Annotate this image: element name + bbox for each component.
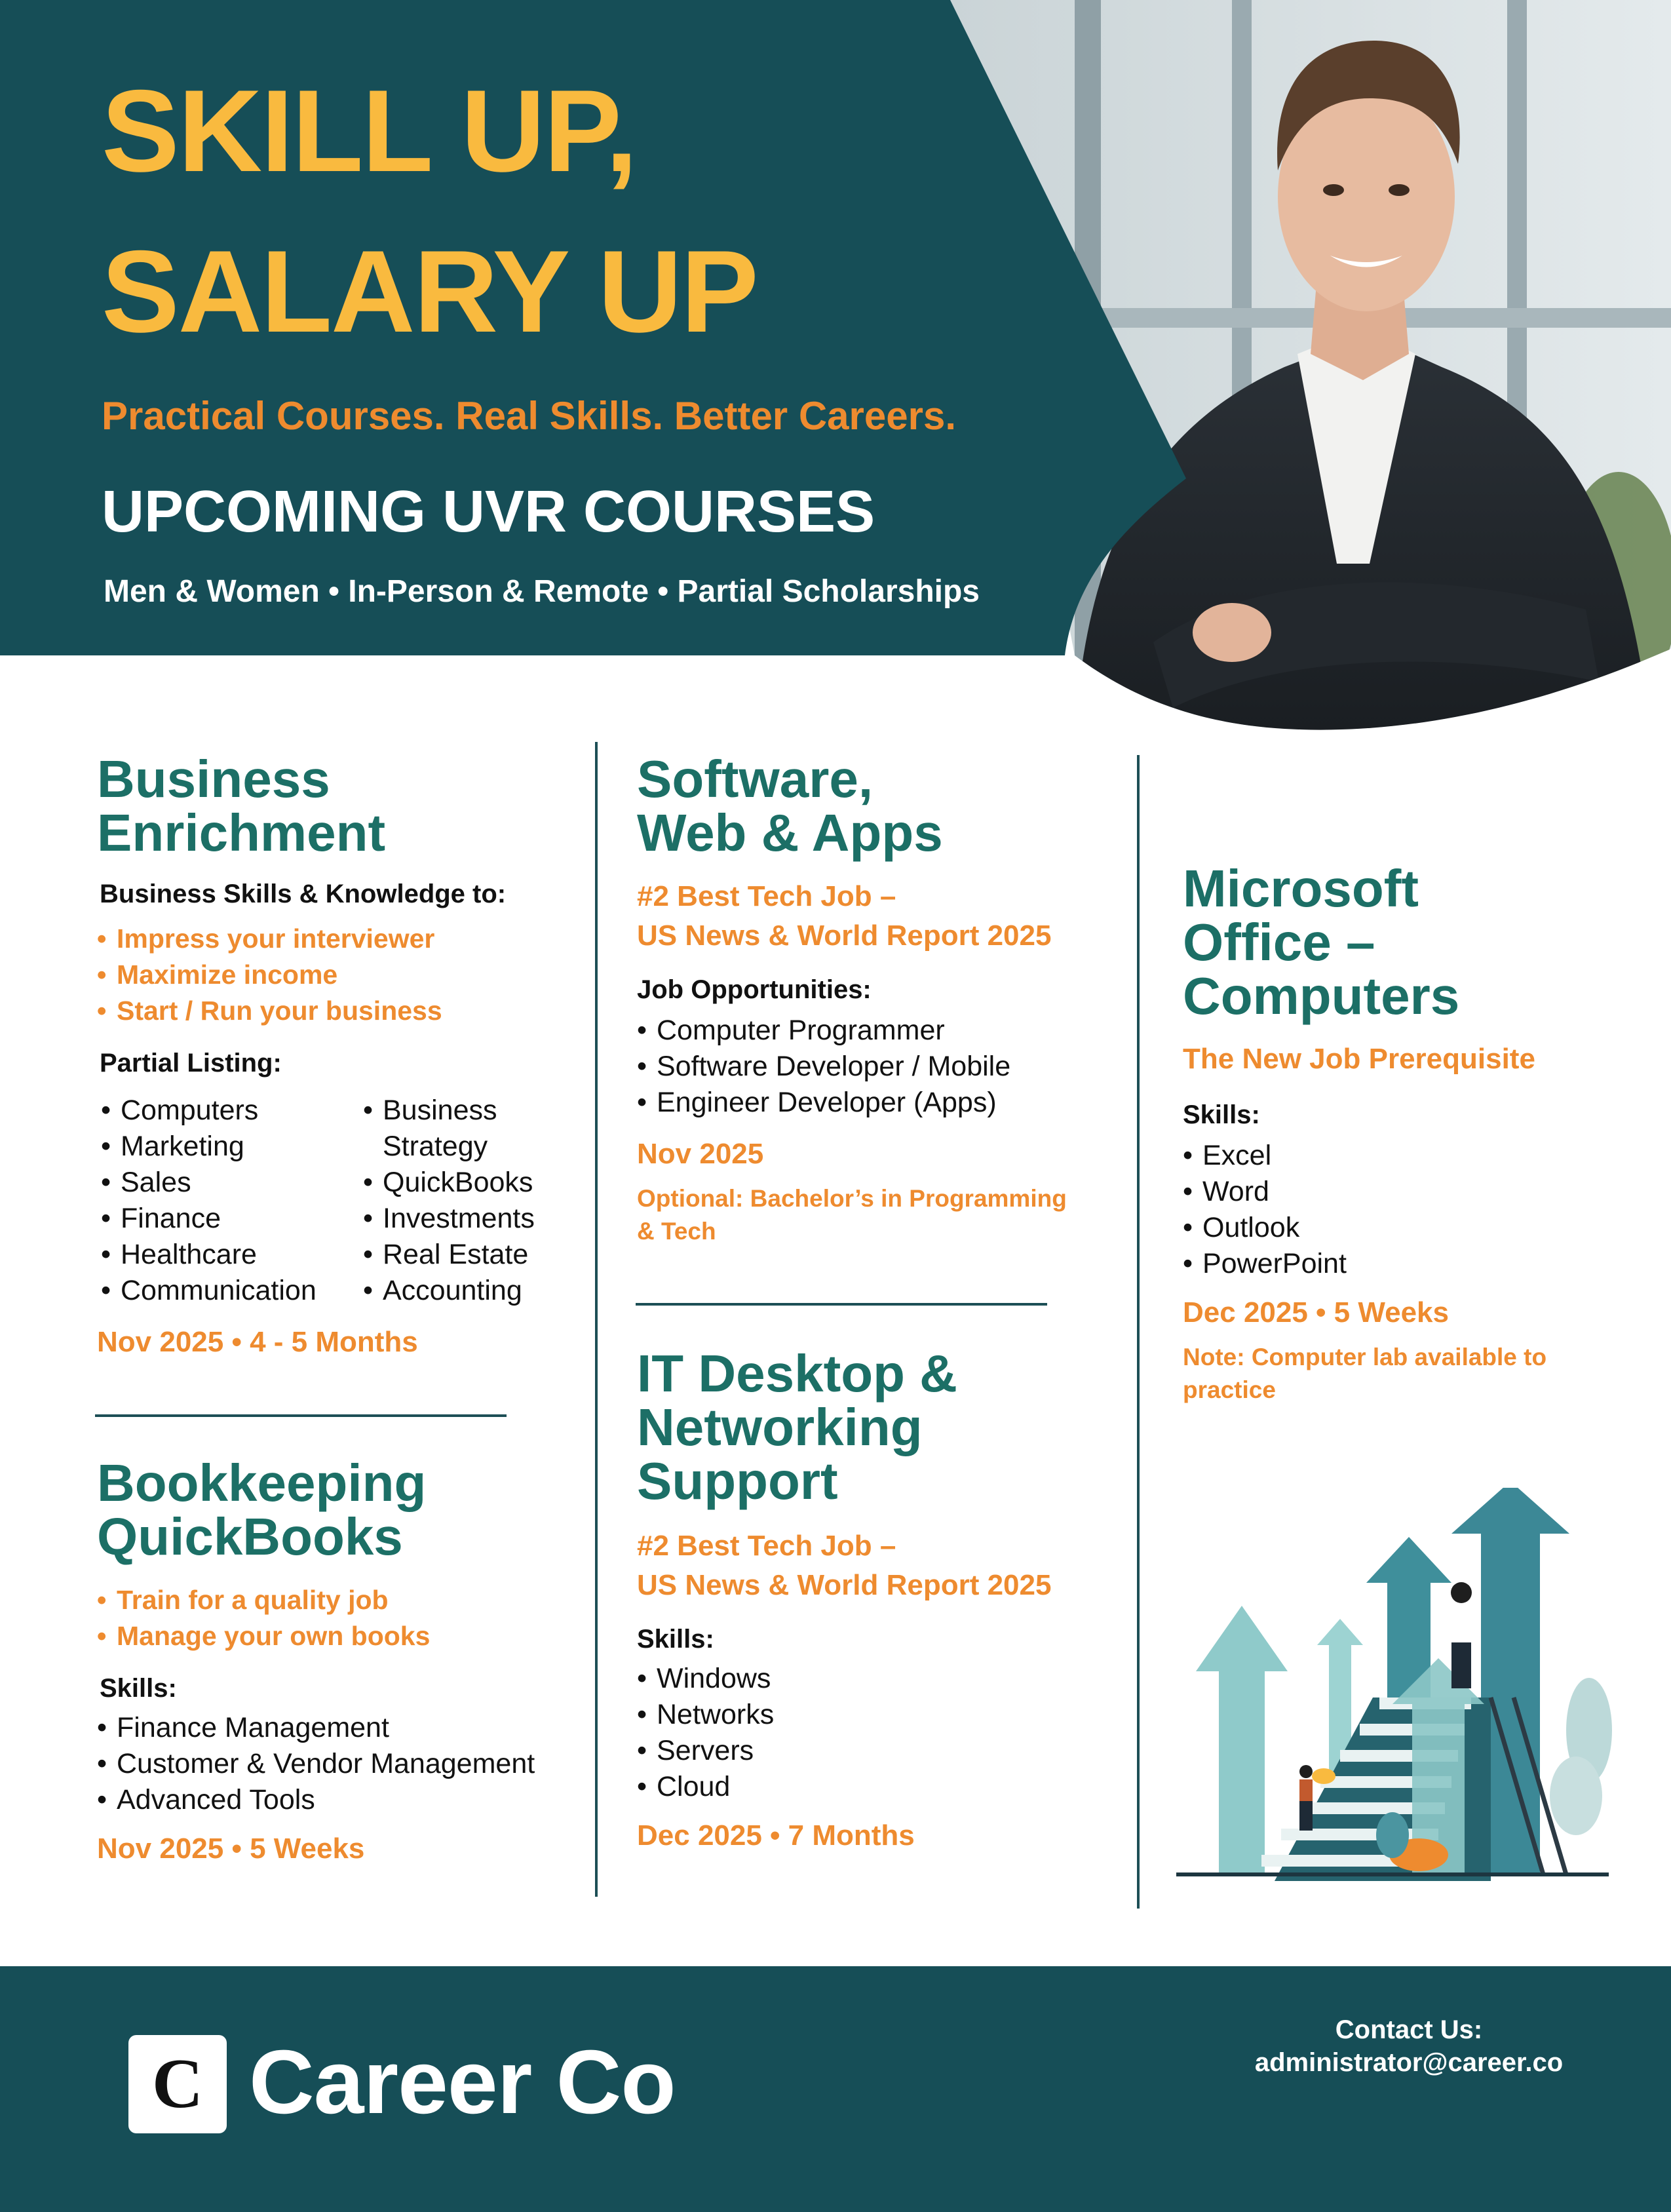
section-title bbox=[637, 752, 1122, 860]
intro-label: Business Skills & Knowledge to: bbox=[100, 880, 507, 908]
section-title-line: Business bbox=[97, 750, 330, 808]
list-item: • Impress your interviewer bbox=[97, 921, 569, 957]
list-item: • Computers bbox=[101, 1093, 363, 1129]
listing-column bbox=[101, 1093, 363, 1309]
section-title-line: IT Desktop & bbox=[637, 1344, 957, 1403]
section-title-line: Networking bbox=[637, 1398, 923, 1456]
section-title bbox=[97, 752, 569, 860]
list-item: • Customer & Vendor Management bbox=[97, 1746, 582, 1782]
list-item: • Real Estate bbox=[363, 1237, 535, 1273]
divider bbox=[636, 1303, 1047, 1306]
course-format-subline: Men & Women • In-Person & Remote • Partial Scholarships bbox=[104, 574, 980, 609]
list-item: • QuickBooks bbox=[363, 1165, 535, 1201]
ranking-line: US News & World Report 2025 bbox=[637, 1569, 1052, 1601]
list-item: • Start / Run your business bbox=[97, 993, 569, 1029]
upcoming-courses-heading: UPCOMING UVR COURSES bbox=[102, 479, 875, 545]
list-item: • Sales bbox=[101, 1165, 363, 1201]
column-divider bbox=[595, 742, 598, 1897]
list-item: • Manage your own books bbox=[97, 1618, 582, 1654]
logo-letter: C bbox=[152, 2045, 203, 2123]
section-title bbox=[637, 1344, 1122, 1510]
list-item: • Engineer Developer (Apps) bbox=[637, 1085, 1122, 1121]
list-item: • Networks bbox=[637, 1697, 1122, 1733]
listing-column bbox=[363, 1093, 535, 1309]
contact-label: Contact Us: bbox=[1335, 2015, 1483, 2044]
list-item: • Healthcare bbox=[101, 1237, 363, 1273]
list-item: • Software Developer / Mobile bbox=[637, 1049, 1122, 1085]
headline-line2: SALARY UP bbox=[102, 226, 758, 357]
bookkeeping-section bbox=[97, 1456, 582, 1865]
brand-name: Career Co bbox=[249, 2032, 676, 2133]
divider bbox=[95, 1414, 507, 1417]
ranking-note bbox=[637, 1526, 1122, 1605]
list-item: • Servers bbox=[637, 1733, 1122, 1769]
list-item: • Investments bbox=[363, 1201, 535, 1237]
schedule: Dec 2025 • 7 Months bbox=[637, 1819, 915, 1852]
list-item: • Excel bbox=[1183, 1138, 1642, 1174]
ranking-line: #2 Best Tech Job – bbox=[637, 880, 896, 912]
section-title-line: QuickBooks bbox=[97, 1507, 403, 1566]
section-title bbox=[97, 1456, 582, 1564]
list-item: • Word bbox=[1183, 1174, 1642, 1210]
career-co-logo bbox=[128, 2035, 227, 2133]
list-item: • Marketing bbox=[101, 1129, 363, 1165]
headline-line1: SKILL UP, bbox=[102, 66, 637, 196]
skills-label: Skills: bbox=[100, 1674, 177, 1703]
list-item: • Maximize income bbox=[97, 957, 569, 993]
jobs-label: Job Opportunities: bbox=[637, 975, 872, 1004]
it-desktop-section bbox=[637, 1344, 1122, 1852]
list-item: • Finance Management bbox=[97, 1710, 582, 1746]
skills-list bbox=[97, 1710, 582, 1818]
list-item: • Communication bbox=[101, 1273, 363, 1309]
list-item: • Finance bbox=[101, 1201, 363, 1237]
skills-label: Skills: bbox=[637, 1625, 714, 1654]
list-item: • PowerPoint bbox=[1183, 1246, 1642, 1282]
optional-note bbox=[637, 1182, 1122, 1248]
microsoft-office-section bbox=[1183, 859, 1642, 1407]
goal-list bbox=[97, 921, 569, 1029]
note-line: practice bbox=[1183, 1376, 1276, 1403]
career-growth-illustration bbox=[1176, 1488, 1615, 1881]
note-line: Optional: Bachelor’s in Programming bbox=[637, 1185, 1067, 1212]
note-line: & Tech bbox=[637, 1218, 716, 1245]
lab-note bbox=[1183, 1341, 1642, 1407]
section-title-line: Computers bbox=[1183, 967, 1460, 1025]
ranking-line: US News & World Report 2025 bbox=[637, 920, 1052, 952]
list-item: • Accounting bbox=[363, 1273, 535, 1309]
section-title-line: Enrichment bbox=[97, 804, 386, 862]
section-title bbox=[1183, 859, 1642, 1025]
column-divider bbox=[1137, 755, 1140, 1909]
section-title-line: Bookkeeping bbox=[97, 1454, 427, 1512]
section-title-line: Microsoft bbox=[1183, 859, 1419, 918]
tagline: Practical Courses. Real Skills. Better Careers. bbox=[102, 394, 957, 438]
list-item: • Computer Programmer bbox=[637, 1013, 1122, 1049]
schedule: Dec 2025 • 5 Weeks bbox=[1183, 1296, 1449, 1329]
list-item: • Business Strategy bbox=[363, 1093, 535, 1165]
list-item: • Advanced Tools bbox=[97, 1782, 582, 1818]
list-item: • Windows bbox=[637, 1661, 1122, 1697]
note-line: Note: Computer lab available to bbox=[1183, 1344, 1547, 1370]
list-item: • Cloud bbox=[637, 1769, 1122, 1805]
listing-label: Partial Listing: bbox=[100, 1049, 282, 1077]
course-listing bbox=[101, 1093, 569, 1309]
jobs-list bbox=[637, 1013, 1122, 1121]
list-item: • Train for a quality job bbox=[97, 1582, 582, 1618]
ranking-note bbox=[637, 877, 1122, 956]
contact-email[interactable]: administrator@career.co bbox=[1254, 2048, 1564, 2077]
schedule: Nov 2025 • 4 - 5 Months bbox=[97, 1326, 418, 1358]
section-title-line: Web & Apps bbox=[637, 804, 943, 862]
skills-list bbox=[1183, 1138, 1642, 1282]
section-title-line: Office – bbox=[1183, 913, 1375, 971]
section-title-line: Support bbox=[637, 1452, 838, 1510]
contact-block bbox=[1180, 2013, 1638, 2079]
schedule: Nov 2025 • 5 Weeks bbox=[97, 1833, 365, 1865]
business-enrichment-section bbox=[97, 752, 569, 1359]
software-section bbox=[637, 752, 1122, 1248]
goal-list bbox=[97, 1582, 582, 1654]
subtitle: The New Job Prerequisite bbox=[1183, 1043, 1535, 1075]
section-title-line: Software, bbox=[637, 750, 874, 808]
ranking-line: #2 Best Tech Job – bbox=[637, 1530, 896, 1562]
list-item: • Outlook bbox=[1183, 1210, 1642, 1246]
skills-list bbox=[637, 1661, 1122, 1805]
schedule: Nov 2025 bbox=[637, 1138, 764, 1170]
skills-label: Skills: bbox=[1183, 1100, 1260, 1129]
